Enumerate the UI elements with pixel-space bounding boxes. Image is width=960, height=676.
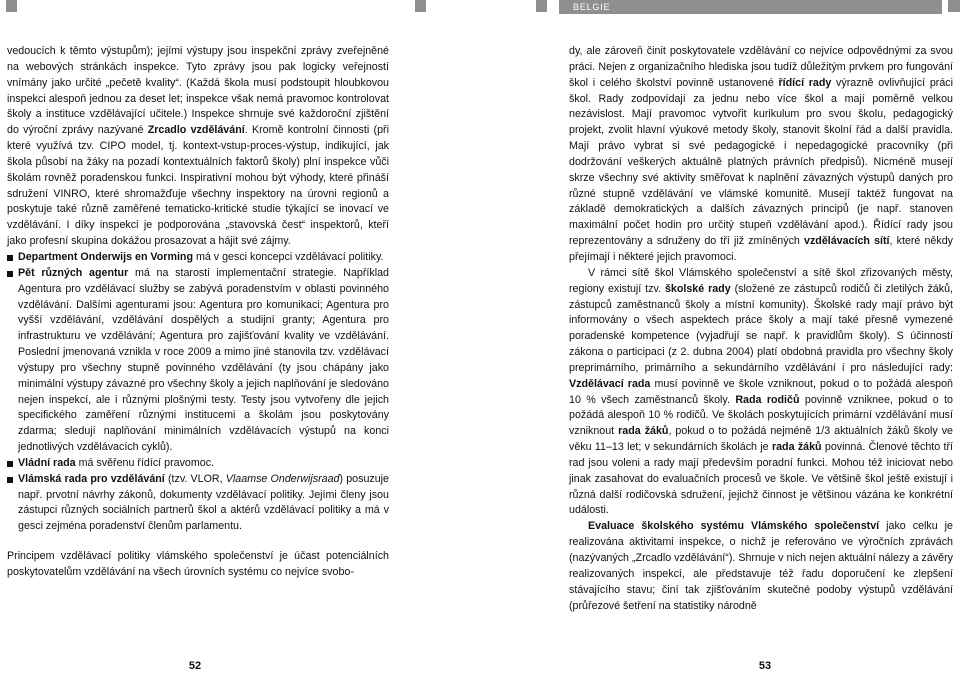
bold-term: Vzdělávací rada xyxy=(569,377,651,390)
text-run: výrazně ovlivňující práci škol. Rady zodpovídají za jednu nebo více škol a mají poměrně velkou nezávislost. Mají pravomoc vytvořit kurikulum pro svou školu, pedagogický projekt, zvolit hlavní výukové metody školy, stanovit školní řád a další pravidla. Mají právo vybrat si své pedagogické i nepedagogické pracovníky (při dodržování veškerých aktuálně platných právních předpisů). Nicméně musejí skrze všechny své aktivity směřovat k naplnění závazných výstupů daných pro různé stupně vzdělávání ve vlámské komunitě. Musejí taktéž fungovat na základě demokratických a dalších závazných principů (je např. stanoven maximální počet hodin pro určitý stupeň vzdělávání apod.). Řídící rady jsou reprezentovány a sdruženy do tří již zmíněných xyxy=(569,76,953,248)
bold-term: Pět různých agentur xyxy=(18,266,129,279)
bold-term: školské rady xyxy=(664,282,731,295)
bullet-marker xyxy=(7,271,13,277)
right-paragraph-1 xyxy=(569,44,953,266)
top-bar xyxy=(0,0,960,14)
text-run: , pokud o to požádá nejméně 1/3 aktuálních žáků školy ve věku 11–13 let; v sekundárních školách je xyxy=(569,425,953,454)
bold-term: Vlámská rada pro vzdělávání xyxy=(18,472,165,485)
text-run: vedoucích k těmto výstupům); jejími výstupy jsou inspekční zprávy zveřejněné na webových stránkách inspekce. Tyto zprávy jsou pak logicky veřejností vnímány jako určité „pečetě kvality“. (Každá škola musí podstoupit hloubkovou inspekci alespoň jednou za deset let; inspekce však nemá pravomoc kontrolovat školy a instituce vzdělávající učitele.) Inspekce shrnuje své každoroční zjištění do výroční zprávy nazývané xyxy=(7,45,389,137)
bold-term: Zrcadlo vzdělávání xyxy=(147,124,245,137)
bold-term: řídící rady xyxy=(778,76,832,89)
bold-term: Department Onderwijs en Vorming xyxy=(18,250,193,263)
text-run: jako celku je realizována aktivitami inspekce, o nichž je referováno ve výročních zprávách (nazývaných „Zrcadlo vzdělávání“). Shrnuje v nich nejen aktuální nálezy a závěry realizovaných inspekcí, ale představuje též řadu doporučení ke zlepšení stávajícího stavu; činí tak zjišťováním skutečné podoby výstupů vzdělávání (průřezové šetření na statistiky národně xyxy=(569,520,953,612)
right-paragraph-2 xyxy=(569,266,953,520)
corner-marker xyxy=(536,0,547,12)
bullet-text xyxy=(18,251,383,263)
bold-term: Evaluace školského systému Vlámského společenství xyxy=(588,520,880,533)
italic-term: Vlaamse Onderwijsraad xyxy=(225,472,340,485)
text-run: povinná. Členové těchto tří rad jsou voleni a rady mají především poradní funkci. Mohou též iniciovat nebo jinak zasahovat do evaluačních procesů ve škole. Ve většině škol ještě existují i různá další rodičovská sdružení, jejichž činnost je většinou vázána ke konkrétní události. xyxy=(569,441,954,517)
text-run: . Kromě kontrolní činnosti (při které využívá tzv. CIPO model, tj. kontext-vstup-proces-výstup, indikující, jak škola působí na žáky na pozadí kontextuálních faktorů školy) plní inspekce vůči školám rovněž poradenskou funkci. Inspirativní mohou být výhody, které přináší sdružení VINRO, které shromažďuje všechny inspektory na úrovni regionů a poskytuje také různě zaměřené tematicko-kritické studie týkající se inovací ve vzdělávání. I díky inspekci je podporována „stavovská čest“ inspektorů, kteří jako profesní skupina dokážou prosazovat a hájit své zájmy. xyxy=(7,124,389,248)
text-run: (složené ze zástupců rodičů či zletilých žáků, zástupců zaměstnanců školy a místní komunity). Školské rady mají právo být informovány o všech aspektech práce školy a mají také přesně vymezené poradenské kompetence (vyjadřují se např. k pravidlům školy). S účinností zákona o participaci (z 2. dubna 2004) platí obdobná pravidla pro všechny školy preprimárního, primárního a sekundárního vzdělávání i pro následující rady: xyxy=(569,282,954,374)
left-column xyxy=(7,44,389,581)
left-closing-paragraph xyxy=(7,549,389,581)
text-run: , které někdy přejímají i některé jejich pravomoci. xyxy=(569,235,954,263)
text-run: má na starosti implementační strategie. Například Agentura pro vzdělávací služby se zabývá poradenstvím v oblasti povinného vzdělávání. Dalšími agenturami jsou: Agentura pro komunikaci; Agentura pro vyšší vzdělávání, vzdělávání dospělých a studijní granty; Agentura pro infrastrukturu ve vzdělávání; Agentura pro zajišťování kvality ve vzdělávání. Poslední jmenovaná vznikla v roce 2009 a mimo jiné stanovila tzv. vzdělávací výstupy pro všechny stupně povinného vzdělávání (ty jsou chápány jako minimální výstupy závazné pro všechny školy a jejich naplňování je sledováno nejen inspekcí, ale i různými plošnými testy. Testy jsou vytvořeny dle jejich specifického zaměření různými institucemi a školám jsou poskytovány zdarma; sledují naplňování minimálních vzdělávacích výstupů na konci jednotlivých vzdělávacích cyklů). xyxy=(18,266,389,454)
bullet-item xyxy=(7,250,389,266)
text-run: má svěřenu řídící pravomoc. xyxy=(75,456,215,469)
section-banner xyxy=(559,0,942,14)
bold-term: rada žáků xyxy=(771,441,822,454)
bullet-item xyxy=(7,456,389,472)
bold-term: vzdělávacích sítí xyxy=(804,235,890,248)
bold-term: rada žáků xyxy=(618,425,669,438)
right-paragraph-3 xyxy=(569,519,953,614)
bullet-marker xyxy=(7,477,13,483)
corner-marker xyxy=(6,0,17,12)
text-run: ) posuzuje např. prvotní návrhy zákonů, dokumenty vzdělávací politiky. Jejími členy jsou zástupci různých sociálních partnerů škol a aktérů vzdělávací politiky a má v gesci zejména poradenství členům parlamentu. xyxy=(18,472,389,533)
text-run: dy, ale zároveň činit poskytovatele vzdělávání co nejvíce odpovědnými za svou práci. Nejen z organizačního hlediska jsou tudíž důležitým prvkem pro fungování škol i celého školství povinně ustanovené xyxy=(569,45,953,89)
bold-term: Vládní rada xyxy=(18,456,76,469)
text-run: (tzv. VLOR, xyxy=(164,472,226,485)
bullet-item xyxy=(7,472,389,535)
page-number-left: 52 xyxy=(188,660,202,672)
left-intro-paragraph xyxy=(7,44,389,250)
text-run: Principem vzdělávací politiky vlámského společenství je účast potenciálních poskytovatelům vzdělávání na všech úrovních systému co nejvíce svobo- xyxy=(7,550,389,578)
text-run: V rámci sítě škol Vlámského společenství a sítě škol zřizovaných městy, regiony existují tzv. xyxy=(569,266,953,295)
right-column xyxy=(569,44,953,614)
section-label: BELGIE xyxy=(573,2,611,12)
bullet-text xyxy=(18,267,389,453)
text-run: povinně vzniknee, pokud o to požádá alespoň 10 % rodičů. Ve školách poskytujících primární vzdělávání musí vzniknout xyxy=(569,393,954,438)
bullet-marker xyxy=(7,461,13,467)
bullet-text xyxy=(18,457,214,469)
text-run: má v gesci koncepci vzdělávací politiky. xyxy=(193,250,384,263)
corner-marker xyxy=(948,0,960,12)
page-number-right: 53 xyxy=(758,660,772,672)
corner-marker xyxy=(415,0,426,12)
bullet-text xyxy=(18,473,389,533)
bullet-marker xyxy=(7,255,13,261)
text-run: musí povinně ve škole vzniknout, pokud o to požádá alespoň 10 % všech zaměstnanců školy. xyxy=(569,377,953,406)
bold-term: Rada rodičů xyxy=(735,393,800,406)
bullet-item xyxy=(7,266,389,456)
